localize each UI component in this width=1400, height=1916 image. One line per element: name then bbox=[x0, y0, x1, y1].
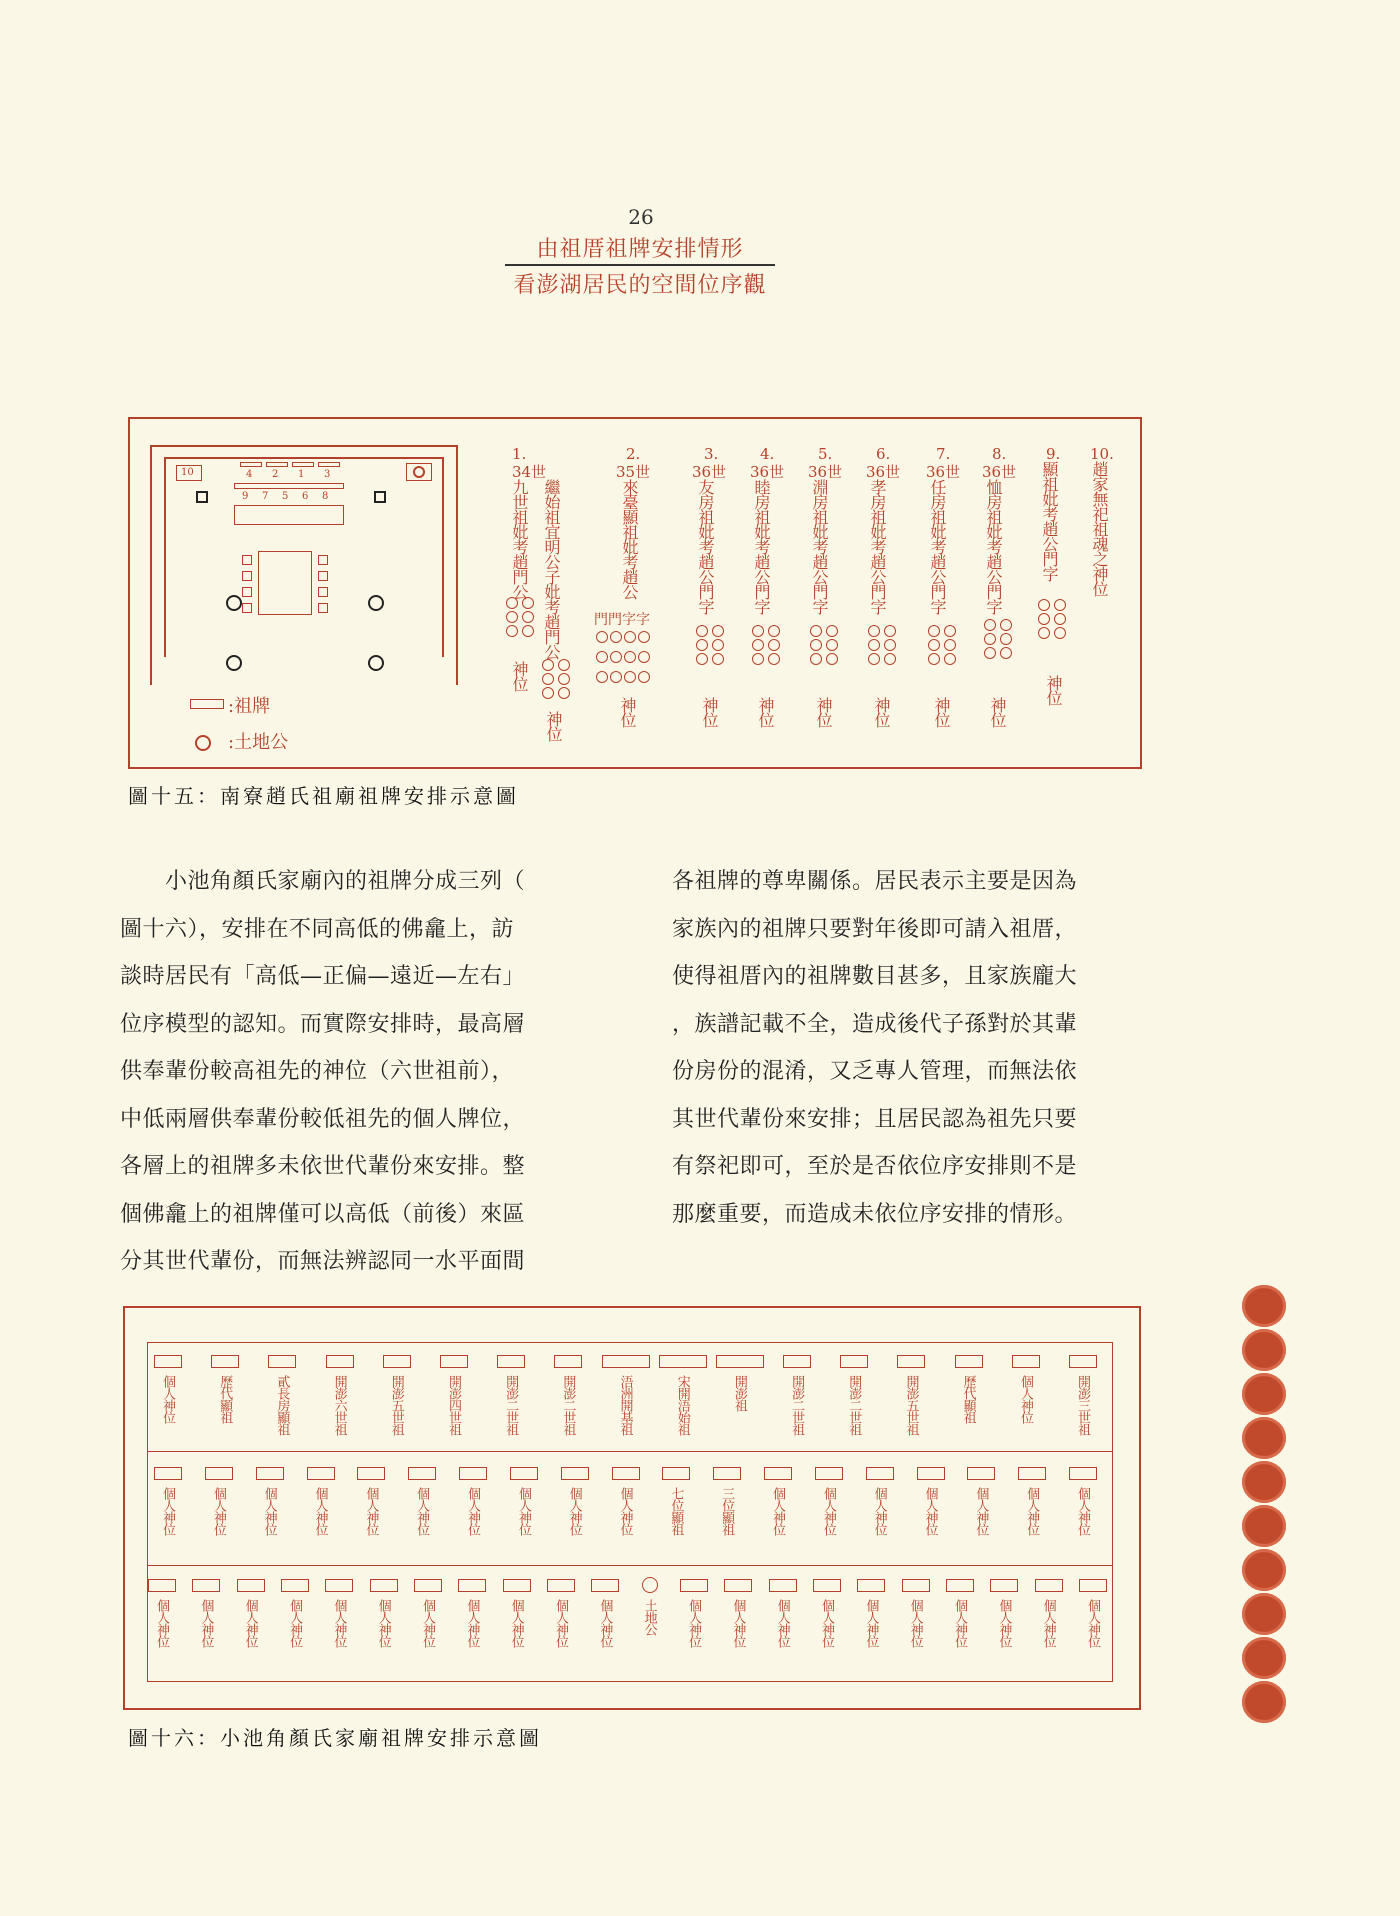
body-line: 家族內的祖牌只要對年後即可請入祖厝， bbox=[672, 916, 1078, 942]
tablet-2 bbox=[266, 462, 288, 467]
tablet-label: 歷代顯祖 bbox=[217, 1375, 233, 1423]
ancestral-tablet bbox=[325, 1579, 353, 1592]
altar-shelves bbox=[147, 1342, 1113, 1682]
ancestral-tablet bbox=[724, 1579, 752, 1592]
tablet-3 bbox=[318, 462, 340, 467]
col8-num: 8. bbox=[992, 445, 1007, 463]
tablet-label: 開澎五世祖 bbox=[388, 1375, 404, 1435]
seal-stamp bbox=[1242, 1461, 1286, 1503]
seat-l1 bbox=[242, 555, 252, 565]
tablet-label: 開澎六世祖 bbox=[331, 1375, 347, 1435]
tablet-label: 個人神位 bbox=[198, 1599, 214, 1647]
col1-label-b: 神位 bbox=[544, 711, 563, 741]
tablet-box-10-label: 10 bbox=[181, 467, 194, 478]
col7-num: 7. bbox=[936, 445, 951, 463]
tablet-row-2 bbox=[234, 483, 344, 489]
ancestral-tablet bbox=[148, 1579, 176, 1592]
ancestral-tablet bbox=[1069, 1355, 1097, 1368]
seat-l4 bbox=[242, 603, 252, 613]
col5-gen: 36世 bbox=[808, 463, 843, 481]
tablet-label: 三位顯祖 bbox=[719, 1487, 735, 1535]
tablet-label: 個人神位 bbox=[414, 1487, 430, 1535]
tablet-label: 個人神位 bbox=[952, 1599, 967, 1647]
col1-text-b: 繼始祖宜明公子妣考趙門公 bbox=[542, 479, 561, 659]
ancestral-tablet bbox=[383, 1355, 411, 1368]
ancestral-tablet bbox=[281, 1579, 309, 1592]
col10-text: 趙家無祀祖魂之神位 bbox=[1090, 461, 1109, 596]
col4-label: 神位 bbox=[756, 697, 775, 727]
seal-stamp bbox=[1242, 1373, 1286, 1415]
ancestral-tablet bbox=[967, 1467, 995, 1480]
col6-circles bbox=[868, 625, 880, 665]
seat-r2 bbox=[318, 571, 328, 581]
seal-stamp bbox=[1242, 1329, 1286, 1371]
body-line: 談時居民有「高低—正偏—遠近—左右」 bbox=[120, 964, 526, 989]
body-line: 中低兩層供奉輩份較低祖先的個人牌位， bbox=[120, 1106, 526, 1132]
num-7: 7 bbox=[262, 491, 269, 502]
col9-label: 神位 bbox=[1044, 675, 1063, 705]
tablet-label: 個人神位 bbox=[863, 1599, 879, 1647]
seal-stamp bbox=[1242, 1505, 1286, 1547]
page-number: 26 bbox=[628, 205, 654, 229]
ancestral-tablet bbox=[547, 1579, 575, 1592]
ancestral-tablet bbox=[783, 1355, 811, 1368]
col2-chars: 門門字字 bbox=[594, 612, 650, 628]
col1-circles-d bbox=[558, 659, 570, 699]
ancestral-tablet bbox=[840, 1355, 868, 1368]
ancestral-tablet bbox=[459, 1467, 487, 1480]
body-line: 圖十六），安排在不同高低的佛龕上，訪 bbox=[120, 916, 515, 942]
tablet-label: 個人神位 bbox=[508, 1599, 524, 1647]
tablet-label: 個人神位 bbox=[287, 1599, 302, 1647]
temple-front-left bbox=[150, 607, 166, 657]
ancestral-tablet bbox=[554, 1355, 582, 1368]
ancestral-tablet bbox=[716, 1355, 764, 1368]
ancestral-tablet bbox=[408, 1467, 436, 1480]
col9-num: 9. bbox=[1046, 445, 1061, 463]
tablet-label: 個人神位 bbox=[154, 1599, 169, 1647]
col3-text: 友房祖妣考趙公門字 bbox=[696, 479, 715, 614]
temple-wall-inner-right bbox=[442, 457, 444, 607]
tablet-label: 個人神位 bbox=[312, 1487, 328, 1535]
col9-circles bbox=[1038, 599, 1050, 639]
tablet-label: 七位顯祖 bbox=[668, 1487, 684, 1535]
ancestral-tablet bbox=[307, 1467, 335, 1480]
ancestral-tablet bbox=[357, 1467, 385, 1480]
tablet-label: 個人神位 bbox=[774, 1599, 790, 1647]
col7-circles bbox=[928, 625, 940, 665]
tablet-1 bbox=[292, 462, 314, 467]
col1-gen: 34世 bbox=[512, 463, 547, 481]
col6-label: 神位 bbox=[872, 697, 891, 727]
tablet-label: 開澎二世祖 bbox=[789, 1375, 805, 1435]
ancestral-tablet bbox=[1018, 1467, 1046, 1480]
body-line: 小池角顏氏家廟內的祖牌分成三列（ bbox=[120, 869, 526, 894]
ancestral-tablet bbox=[256, 1467, 284, 1480]
ancestral-tablet bbox=[955, 1355, 983, 1368]
body-line: ，族譜記載不全，造成後代子孫對於其輩 bbox=[672, 1011, 1078, 1037]
header-rule bbox=[505, 264, 775, 266]
tablet-label: 個人神位 bbox=[160, 1487, 175, 1535]
ancestral-tablet bbox=[326, 1355, 354, 1368]
body-line: 供奉輩份較高祖先的神位（六世祖前）， bbox=[120, 1059, 515, 1084]
tablet-label: 宋開浯始祖 bbox=[674, 1375, 690, 1435]
legend-tablet-label: :祖牌 bbox=[228, 696, 271, 717]
col5-label: 神位 bbox=[814, 697, 833, 727]
body-line: 各層上的祖牌多未依世代輩份來安排。整 bbox=[120, 1154, 526, 1179]
ancestral-tablet bbox=[1035, 1579, 1063, 1592]
col3-circles-b bbox=[712, 625, 724, 665]
seat-l2 bbox=[242, 571, 252, 581]
body-line: 個佛龕上的祖牌僅可以高低（前後）來區 bbox=[120, 1201, 526, 1227]
tablet-label: 浯洲開基祖 bbox=[617, 1375, 633, 1435]
tablet-label: 個人神位 bbox=[261, 1487, 277, 1535]
col3-circles bbox=[696, 625, 708, 665]
ancestral-tablet bbox=[857, 1579, 885, 1592]
figure-16-caption: 圖十六：小池角顏氏家廟祖牌安排示意圖 bbox=[128, 1726, 542, 1750]
earth-god-circle bbox=[642, 1577, 658, 1593]
pillar-circle-2 bbox=[368, 595, 384, 611]
col9-circles-b bbox=[1054, 599, 1066, 639]
tablet-label: 個人神位 bbox=[331, 1599, 347, 1647]
col9-text: 顯祖妣考趙公門字 bbox=[1040, 461, 1059, 581]
col8-gen: 36世 bbox=[982, 463, 1017, 481]
tablet-label: 開澎五世祖 bbox=[903, 1375, 919, 1435]
tablet-label: 個人神位 bbox=[973, 1487, 989, 1535]
ancestral-tablet bbox=[917, 1467, 945, 1480]
col10-num: 10. bbox=[1090, 445, 1114, 463]
tablet-label: 個人神位 bbox=[420, 1599, 435, 1647]
ancestral-tablet bbox=[503, 1579, 531, 1592]
col1-circles bbox=[506, 597, 518, 637]
ancestral-tablet bbox=[268, 1355, 296, 1368]
decorative-seal-column bbox=[1242, 1285, 1290, 1725]
tablet-label: 個人神位 bbox=[553, 1599, 568, 1647]
col5-circles bbox=[810, 625, 822, 665]
ancestral-tablet bbox=[1069, 1467, 1097, 1480]
ancestral-tablet bbox=[440, 1355, 468, 1368]
offering-table bbox=[258, 551, 312, 615]
body-line: 那麼重要，而造成未依位序安排的情形。 bbox=[672, 1201, 1078, 1227]
tablet-label: 個人神位 bbox=[566, 1487, 582, 1535]
tablet-label: 貳長房顯祖 bbox=[274, 1375, 290, 1435]
ancestral-tablet bbox=[1079, 1579, 1107, 1592]
col1-label: 神位 bbox=[510, 661, 529, 691]
ancestral-tablet bbox=[902, 1579, 930, 1592]
ancestral-tablet bbox=[946, 1579, 974, 1592]
ancestral-tablet bbox=[602, 1355, 650, 1368]
tablet-label: 開澎四世祖 bbox=[445, 1375, 461, 1435]
tablet-label: 個人神位 bbox=[770, 1487, 785, 1535]
legend-earth-god-label: :土地公 bbox=[228, 732, 289, 753]
tablet-label: 個人神位 bbox=[210, 1487, 226, 1535]
tablet-label: 開澎三世祖 bbox=[1075, 1375, 1090, 1435]
ancestral-tablet bbox=[591, 1579, 619, 1592]
col8-circles bbox=[984, 619, 996, 659]
seat-r1 bbox=[318, 555, 328, 565]
seal-stamp bbox=[1242, 1285, 1286, 1327]
ancestral-tablet bbox=[414, 1579, 442, 1592]
ancestral-tablet bbox=[990, 1579, 1018, 1592]
ancestral-tablet bbox=[1012, 1355, 1040, 1368]
running-header-subtitle: 看澎湖居民的空間位序觀 bbox=[513, 273, 767, 298]
tablet-label: 開澎二世祖 bbox=[846, 1375, 862, 1435]
body-line: 份房份的混淆，又乏專人管理，而無法依 bbox=[672, 1059, 1078, 1084]
ancestral-tablet bbox=[659, 1355, 707, 1368]
col5-text: 淵房祖妣考趙公門字 bbox=[810, 479, 829, 614]
body-line: 各祖牌的尊卑關係。居民表示主要是因為 bbox=[672, 869, 1078, 894]
temple-front-right bbox=[442, 607, 458, 657]
num-9: 9 bbox=[242, 491, 249, 502]
pillar-square-left bbox=[196, 491, 208, 503]
legend-earth-god-symbol bbox=[195, 735, 211, 751]
tablet-label: 個人神位 bbox=[515, 1487, 531, 1535]
tablet-label: 個人神位 bbox=[1075, 1487, 1090, 1535]
ancestral-tablet bbox=[370, 1579, 398, 1592]
ancestral-tablet bbox=[662, 1467, 690, 1480]
col8-label: 神位 bbox=[988, 697, 1007, 727]
num-8: 8 bbox=[322, 491, 329, 502]
col4-circles-b bbox=[768, 625, 780, 665]
col7-circles-b bbox=[944, 625, 956, 665]
seal-stamp bbox=[1242, 1637, 1286, 1679]
col2-circles-2 bbox=[596, 651, 650, 663]
tablet-label: 個人神位 bbox=[1085, 1599, 1100, 1647]
col6-num: 6. bbox=[876, 445, 891, 463]
seat-r4 bbox=[318, 603, 328, 613]
col8-circles-b bbox=[1000, 619, 1012, 659]
seal-stamp bbox=[1242, 1549, 1286, 1591]
tablet-label: 個人神位 bbox=[597, 1599, 613, 1647]
tablet-label: 個人神位 bbox=[907, 1599, 923, 1647]
seat-r3 bbox=[318, 587, 328, 597]
tablet-label: 個人神位 bbox=[820, 1487, 836, 1535]
seal-stamp bbox=[1242, 1593, 1286, 1635]
col4-text: 睦房祖妣考趙公門字 bbox=[752, 479, 771, 614]
figure-15-caption: 圖十五：南寮趙氏祖廟祖牌安排示意圖 bbox=[128, 784, 519, 808]
tablet-label: 開澎二世祖 bbox=[503, 1375, 519, 1435]
temple-wall-top bbox=[150, 445, 456, 447]
ancestral-tablet bbox=[205, 1467, 233, 1480]
tablet-label: 歷代顯祖 bbox=[960, 1375, 976, 1423]
col1-circles-b bbox=[522, 597, 534, 637]
temple-wall-inner-top bbox=[164, 457, 444, 459]
col3-gen: 36世 bbox=[692, 463, 727, 481]
ancestral-tablet bbox=[813, 1579, 841, 1592]
tablet-label: 個人神位 bbox=[1017, 1375, 1033, 1423]
body-line: 使得祖厝內的祖牌數目甚多，且家族龐大 bbox=[672, 964, 1078, 989]
num-1: 1 bbox=[298, 469, 305, 480]
ancestral-tablet bbox=[764, 1467, 792, 1480]
tablet-label: 個人神位 bbox=[730, 1599, 746, 1647]
tablet-label: 個人神位 bbox=[686, 1599, 701, 1647]
earth-god-circle-top bbox=[413, 466, 425, 478]
col2-text: 來臺顯祖妣考趙公 bbox=[620, 479, 639, 599]
seal-stamp bbox=[1242, 1417, 1286, 1459]
ancestral-tablet bbox=[211, 1355, 239, 1368]
col7-text: 任房祖妣考趙公門字 bbox=[928, 479, 947, 614]
col6-text: 孝房祖妣考趙公門字 bbox=[868, 479, 887, 614]
col2-num: 2. bbox=[626, 445, 641, 463]
ancestral-tablet bbox=[612, 1467, 640, 1480]
tablet-label: 個人神位 bbox=[1040, 1599, 1056, 1647]
tablet-label: 開澎二世祖 bbox=[560, 1375, 576, 1435]
col4-circles bbox=[752, 625, 764, 665]
pillar-circle-3 bbox=[226, 655, 242, 671]
ancestral-tablet bbox=[680, 1579, 708, 1592]
tablet-4 bbox=[240, 462, 262, 467]
body-line: 分其世代輩份，而無法辨認同一水平面間 bbox=[120, 1249, 526, 1274]
pillar-square-right bbox=[374, 491, 386, 503]
altar-table bbox=[234, 505, 344, 525]
ancestral-tablet bbox=[154, 1467, 182, 1480]
col1-circles-c bbox=[542, 659, 554, 699]
col4-gen: 36世 bbox=[750, 463, 785, 481]
num-3: 3 bbox=[324, 469, 331, 480]
pillar-circle-4 bbox=[368, 655, 384, 671]
shelf-divider-1 bbox=[148, 1451, 1112, 1452]
col7-gen: 36世 bbox=[926, 463, 961, 481]
num-4: 4 bbox=[246, 469, 253, 480]
body-column-right bbox=[672, 858, 1077, 1238]
ancestral-tablet bbox=[510, 1467, 538, 1480]
col2-label: 神位 bbox=[618, 697, 637, 727]
col8-text: 恤房祖妣考趙公門字 bbox=[984, 479, 1003, 614]
num-2: 2 bbox=[272, 469, 279, 480]
tablet-label: 個人神位 bbox=[1024, 1487, 1040, 1535]
ancestral-tablet bbox=[713, 1467, 741, 1480]
tablet-label: 個人神位 bbox=[996, 1599, 1012, 1647]
running-header-title: 由祖厝祖牌安排情形 bbox=[536, 237, 744, 262]
num-5: 5 bbox=[282, 491, 289, 502]
col6-gen: 36世 bbox=[866, 463, 901, 481]
col4-num: 4. bbox=[760, 445, 775, 463]
col7-label: 神位 bbox=[932, 697, 951, 727]
seal-stamp bbox=[1242, 1681, 1286, 1723]
tablet-label: 個人神位 bbox=[375, 1599, 391, 1647]
col5-circles-b bbox=[826, 625, 838, 665]
col2-gen: 35世 bbox=[616, 463, 651, 481]
tablet-label: 個人神位 bbox=[617, 1487, 633, 1535]
col1-text: 九世祖妣考趙門公 bbox=[510, 479, 529, 599]
legend-tablet-symbol bbox=[190, 699, 224, 709]
body-line: 其世代輩份來安排；且居民認為祖先只要 bbox=[672, 1106, 1078, 1132]
tablet-label: 個人神位 bbox=[160, 1375, 175, 1423]
tablet-label: 個人神位 bbox=[464, 1599, 480, 1647]
ancestral-tablet bbox=[815, 1467, 843, 1480]
col3-num: 3. bbox=[704, 445, 719, 463]
body-line: 有祭祀即可，至於是否依位序安排則不是 bbox=[672, 1154, 1078, 1179]
shelf-divider-2 bbox=[148, 1565, 1112, 1566]
col6-circles-b bbox=[884, 625, 896, 665]
figure-15 bbox=[128, 417, 1142, 769]
ancestral-tablet bbox=[866, 1467, 894, 1480]
col2-circles-3 bbox=[596, 671, 650, 683]
tablet-label: 土地公 bbox=[641, 1599, 657, 1635]
col1-num: 1. bbox=[512, 445, 527, 463]
num-6: 6 bbox=[302, 491, 309, 502]
tablet-label: 個人神位 bbox=[242, 1599, 258, 1647]
tablet-label: 個人神位 bbox=[465, 1487, 480, 1535]
tablet-label: 個人神位 bbox=[819, 1599, 834, 1647]
tablet-label: 開澎祖 bbox=[731, 1375, 747, 1411]
ancestral-tablet bbox=[192, 1579, 220, 1592]
ancestral-tablet bbox=[154, 1355, 182, 1368]
seat-l3 bbox=[242, 587, 252, 597]
col3-label: 神位 bbox=[700, 697, 719, 727]
ancestral-tablet bbox=[497, 1355, 525, 1368]
body-column-left bbox=[120, 858, 525, 1286]
body-line: 位序模型的認知。而實際安排時，最高層 bbox=[120, 1011, 526, 1037]
figure-16 bbox=[123, 1306, 1141, 1710]
col2-circles-1 bbox=[596, 631, 650, 643]
temple-wall-inner-left bbox=[164, 457, 166, 607]
ancestral-tablet bbox=[458, 1579, 486, 1592]
col5-num: 5. bbox=[818, 445, 833, 463]
tablet-label: 個人神位 bbox=[363, 1487, 379, 1535]
tablet-label: 個人神位 bbox=[922, 1487, 938, 1535]
ancestral-tablet bbox=[897, 1355, 925, 1368]
tablet-label: 個人神位 bbox=[871, 1487, 887, 1535]
ancestral-tablet bbox=[237, 1579, 265, 1592]
ancestral-tablet bbox=[769, 1579, 797, 1592]
pillar-circle-1 bbox=[226, 595, 242, 611]
ancestral-tablet bbox=[561, 1467, 589, 1480]
